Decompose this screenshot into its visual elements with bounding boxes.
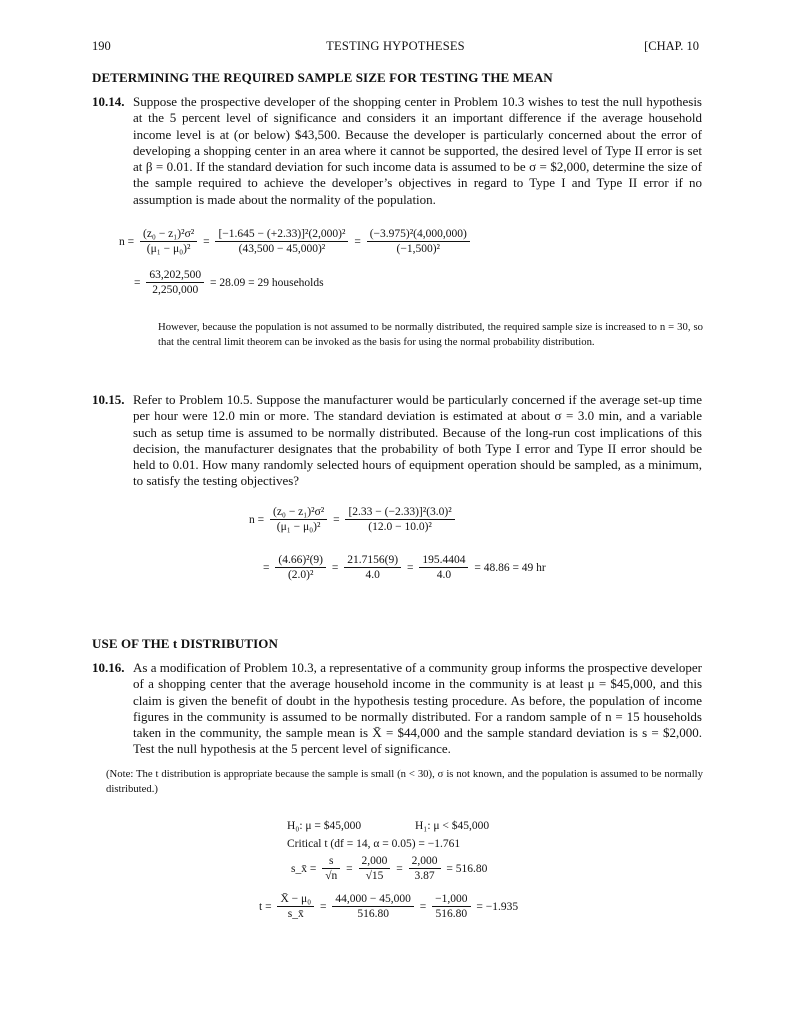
denominator: (12.0 − 10.0)² — [368, 521, 432, 533]
fraction — [345, 506, 454, 533]
numerator: 2,000 — [359, 855, 391, 869]
running-title: TESTING HYPOTHESES — [326, 39, 465, 53]
section-heading-t-distribution: USE OF THE t DISTRIBUTION — [92, 636, 278, 651]
fraction — [359, 855, 391, 882]
fraction — [332, 893, 414, 920]
numerator: (4.66)²(9) — [275, 554, 326, 568]
problem-10-14 — [92, 94, 702, 208]
eq-result: = 48.86 = 49 hr — [474, 561, 546, 574]
fraction — [215, 228, 348, 255]
fraction — [140, 228, 197, 255]
eq-lhs: n = — [249, 513, 265, 526]
numerator: X̄ − μ₀ — [277, 893, 314, 907]
fraction — [277, 893, 314, 920]
fraction — [344, 554, 401, 581]
denominator: (43,500 − 45,000)² — [238, 243, 326, 255]
problem-text: Suppose the prospective developer of the shopping center in Problem 10.3 wishes to test the null hypothesis at the 5 percent level of significance and considers it an important difference if the average household income level is at (or below) $43,500. Because the developer is particularly concerned about the error of developing a shopping center in an area where it cannot be supported, the desired level of Type II error is set at β = 0.01. If the standard deviation for such income data is assumed to be σ = $2,000, determine the size of the sample required to achieve the developer’s objectives in regard to Type I and Type II error if no assumption is made about the normality of the population. — [133, 94, 702, 207]
null-hypothesis: H₀: μ = $45,000 — [287, 820, 362, 832]
numerator: 63,202,500 — [146, 269, 204, 283]
fraction — [367, 228, 470, 255]
fraction — [409, 855, 441, 882]
problem-10-16 — [92, 660, 702, 758]
numerator: s — [322, 855, 340, 869]
denominator: √15 — [365, 870, 384, 882]
equation-10-14-line1: n = $\frac{\text{(z₀ − z₁)²σ²}}{\text{(μ₁ − μ₀)²}}$ = $\frac{\text{[−1.645 − (+2.33)]²(2,000)²}}{\text{(43,500 − 45,000)²}}$ = $\frac{\text{(−3.975)²(4,000,000)}}{\text{(−1,500)²}}$ — [116, 228, 470, 255]
fraction — [419, 554, 468, 581]
alternative-hypothesis: H₁: μ < $45,000 — [415, 820, 490, 832]
denominator: (2.0)² — [287, 569, 314, 581]
problem-10-15 — [92, 392, 702, 490]
problem-number: 10.15. — [92, 392, 125, 407]
problem-text: As a modification of Problem 10.3, a representative of a community group informs the prospective developer of a shopping center that the average household income in the community is at least μ = $45,000, and this claim is given the benefit of doubt in the hypothesis testing procedure. As before, the population of income figures in the community is assumed to be normally distributed. For a random sample of n = 15 households taken in the community, the sample mean is X̄ = $44,000 and the sample standard deviation is s = $2,000. Test the null hypothesis at the 5 percent level of significance. — [133, 660, 702, 757]
problem-number: 10.14. — [92, 94, 125, 109]
numerator: (z₀ − z₁)²σ² — [140, 228, 197, 242]
denominator: 4.0 — [436, 569, 452, 581]
eq-result: = −1.935 — [476, 900, 519, 913]
eq-lhs: s_x̄ = — [291, 862, 317, 875]
numerator: −1,000 — [432, 893, 470, 907]
problem-text: Refer to Problem 10.5. Suppose the manufacturer would be particularly concerned if the average set-up time per hour were 12.0 min or more. The standard deviation is estimated at about σ = 3.0 min, and a variable such as setup time is assumed to be normally distributed. Because of the long-run cost implications of this decision, the manufacturer designates that the probability of both Type I error and Type II error should be held to 0.01. How many randomly selected hours of equipment operation should be sampled, as a minimum, to satisfy the testing objectives? — [133, 392, 702, 489]
note-10-14: However, because the population is not assumed to be normally distributed, the required sample size is increased to n = 30, so that the central limit theorem can be invoked as the basis for using the normal probability distribution. — [158, 321, 703, 348]
equation-standard-error: s_x̄ = $\frac{s}{√n}$ = $\frac{2,000}{√15}$ = $\frac{2,000}{3.87}$ = 516.80 — [288, 855, 490, 882]
equation-10-15-line2: = $\frac{\text{(4.66)²(9)}}{\text{(2.0)²}}$ = $\frac{21.7156(9)}{4.0}$ = $\frac{195.4404}{4.0}$ = 48.86 = 49 hr — [260, 554, 549, 581]
fraction — [322, 855, 340, 882]
denominator: 4.0 — [365, 569, 380, 581]
denominator: (−1,500)² — [396, 243, 440, 255]
numerator: [−1.645 − (+2.33)]²(2,000)² — [215, 228, 348, 242]
denominator: s_x̄ — [287, 908, 304, 920]
eq-result: = 28.09 = 29 households — [210, 276, 324, 289]
eq-result: = 516.80 — [446, 862, 488, 875]
denominator: (μ₁ − μ₀)² — [146, 243, 191, 255]
denominator: 2,250,000 — [152, 284, 199, 296]
numerator: 195.4404 — [419, 554, 468, 568]
section-heading-sample-size: DETERMINING THE REQUIRED SAMPLE SIZE FOR TESTING THE MEAN — [92, 70, 553, 85]
denominator: 3.87 — [414, 870, 435, 882]
fraction — [146, 269, 204, 296]
numerator: (z₀ − z₁)²σ² — [270, 506, 327, 520]
fraction — [270, 506, 327, 533]
page-number: 190 — [92, 39, 111, 53]
critical-value: Critical t (df = 14, α = 0.05) = −1.761 — [287, 838, 461, 850]
denominator: (μ₁ − μ₀)² — [276, 521, 321, 533]
fraction — [275, 554, 326, 581]
eq-lhs: n = — [119, 235, 135, 248]
denominator: 516.80 — [435, 908, 468, 920]
denominator: √n — [325, 870, 338, 882]
denominator: 516.80 — [357, 908, 389, 920]
equation-t-statistic: t = $\frac{\text{X̄ − μ₀}}{s\_x̄}$ = $\frac{44,000 - 45,000}{516.80}$ = $\frac{-1,000}{516.80}$ = −1.935 — [256, 893, 521, 920]
note-10-16: (Note: The t distribution is appropriate because the sample is small (n < 30), σ is not known, and the population is assumed to be normally distributed.) — [106, 768, 703, 795]
numerator: 44,000 − 45,000 — [332, 893, 414, 907]
equation-10-15-line1: n = $\frac{\text{(z₀ − z₁)²σ²}}{\text{(μ₁ − μ₀)²}}$ = $\frac{\text{[2.33 − (−2.33)]²(3.0)²}}{\text{(12.0 − 10.0)²}}$ — [246, 506, 455, 533]
chapter-label: [CHAP. 10 — [644, 39, 699, 53]
numerator: 2,000 — [409, 855, 441, 869]
eq-lhs: t = — [259, 900, 272, 913]
numerator: (−3.975)²(4,000,000) — [367, 228, 470, 242]
equation-10-14-line2: = $\frac{63,202,500}{2,250,000}$ = 28.09 = 29 households — [131, 269, 327, 296]
numerator: 21.7156(9) — [344, 554, 401, 568]
problem-number: 10.16. — [92, 660, 125, 675]
numerator: [2.33 − (−2.33)]²(3.0)² — [345, 506, 454, 520]
fraction — [432, 893, 470, 920]
